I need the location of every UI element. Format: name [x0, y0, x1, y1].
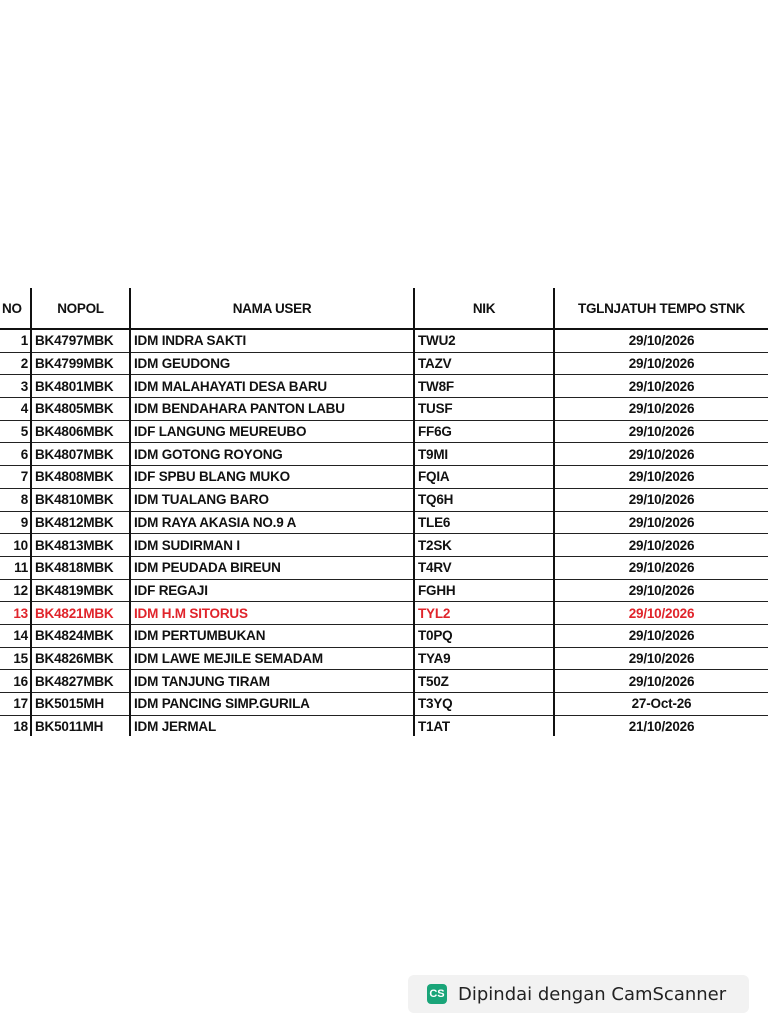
- table-row: [0, 670, 768, 693]
- cell-tgl-jatuh-tempo: 29/10/2026: [554, 624, 768, 647]
- cell-nik: T4RV: [414, 556, 554, 579]
- cell-nama-user: IDM RAYA AKASIA NO.9 A: [130, 511, 414, 534]
- table-row: [0, 511, 768, 534]
- cell-no: 7: [0, 466, 31, 489]
- cell-nopol: BK4826MBK: [31, 647, 130, 670]
- table-row: [0, 352, 768, 375]
- cell-nik: FF6G: [414, 420, 554, 443]
- cell-nama-user: IDM PANCING SIMP.GURILA: [130, 693, 414, 716]
- cell-no: 16: [0, 670, 31, 693]
- cell-nik: TAZV: [414, 352, 554, 375]
- cell-nama-user: IDM PERTUMBUKAN: [130, 624, 414, 647]
- cell-nama-user: IDF REGAJI: [130, 579, 414, 602]
- table-header: [0, 288, 768, 329]
- cell-tgl-jatuh-tempo: 29/10/2026: [554, 488, 768, 511]
- cell-nopol: BK4810MBK: [31, 488, 130, 511]
- cell-tgl-jatuh-tempo: 29/10/2026: [554, 466, 768, 489]
- table-row: [0, 715, 768, 736]
- cell-tgl-jatuh-tempo: 29/10/2026: [554, 579, 768, 602]
- table-row: [0, 624, 768, 647]
- cell-tgl-jatuh-tempo: 29/10/2026: [554, 375, 768, 398]
- cell-nik: T1AT: [414, 715, 554, 736]
- cell-nopol: BK4824MBK: [31, 624, 130, 647]
- cell-nama-user: IDF LANGUNG MEUREUBO: [130, 420, 414, 443]
- cell-tgl-jatuh-tempo: 21/10/2026: [554, 715, 768, 736]
- cell-tgl-jatuh-tempo: 29/10/2026: [554, 329, 768, 352]
- cell-nama-user: IDM GOTONG ROYONG: [130, 443, 414, 466]
- cell-nopol: BK5011MH: [31, 715, 130, 736]
- watermark-text: Dipindai dengan CamScanner: [458, 983, 727, 1005]
- cell-nama-user: IDM TUALANG BARO: [130, 488, 414, 511]
- cell-nik: T50Z: [414, 670, 554, 693]
- cell-nik: TQ6H: [414, 488, 554, 511]
- header-nopol: NOPOL: [31, 288, 130, 329]
- cell-no: 1: [0, 329, 31, 352]
- cell-nopol: BK4819MBK: [31, 579, 130, 602]
- cell-nama-user: IDM BENDAHARA PANTON LABU: [130, 398, 414, 421]
- table-row: [0, 647, 768, 670]
- header-tgl-jatuh-tempo: TGLNJATUH TEMPO STNK: [554, 288, 768, 329]
- camscanner-watermark: [408, 975, 749, 1013]
- cell-tgl-jatuh-tempo: 29/10/2026: [554, 443, 768, 466]
- cell-tgl-jatuh-tempo: 29/10/2026: [554, 511, 768, 534]
- cell-nopol: BK4806MBK: [31, 420, 130, 443]
- cell-tgl-jatuh-tempo: 27-Oct-26: [554, 693, 768, 716]
- table-row: [0, 420, 768, 443]
- cell-nama-user: IDM TANJUNG TIRAM: [130, 670, 414, 693]
- cell-nopol: BK4808MBK: [31, 466, 130, 489]
- cell-tgl-jatuh-tempo: 29/10/2026: [554, 670, 768, 693]
- cell-nik: FGHH: [414, 579, 554, 602]
- cell-no: 5: [0, 420, 31, 443]
- cell-nopol: BK4821MBK: [31, 602, 130, 625]
- table-row: [0, 398, 768, 421]
- cell-nama-user: IDM MALAHAYATI DESA BARU: [130, 375, 414, 398]
- camscanner-logo-icon: CS: [427, 984, 447, 1004]
- cell-tgl-jatuh-tempo: 29/10/2026: [554, 556, 768, 579]
- table-row: [0, 534, 768, 557]
- cell-no: 15: [0, 647, 31, 670]
- cell-nopol: BK4807MBK: [31, 443, 130, 466]
- cell-no: 9: [0, 511, 31, 534]
- cell-tgl-jatuh-tempo: 29/10/2026: [554, 398, 768, 421]
- cell-nama-user: IDM SUDIRMAN I: [130, 534, 414, 557]
- cell-nik: TYL2: [414, 602, 554, 625]
- cell-nopol: BK4799MBK: [31, 352, 130, 375]
- cell-no: 3: [0, 375, 31, 398]
- cell-no: 17: [0, 693, 31, 716]
- cell-no: 18: [0, 715, 31, 736]
- cell-nik: T2SK: [414, 534, 554, 557]
- cell-nik: FQIA: [414, 466, 554, 489]
- cell-no: 6: [0, 443, 31, 466]
- cell-no: 11: [0, 556, 31, 579]
- cell-nopol: BK5015MH: [31, 693, 130, 716]
- cell-nik: TWU2: [414, 329, 554, 352]
- cell-nama-user: IDM H.M SITORUS: [130, 602, 414, 625]
- scanned-table-sheet: [0, 288, 768, 736]
- cell-nik: T3YQ: [414, 693, 554, 716]
- table-body: [0, 329, 768, 736]
- table-row: [0, 602, 768, 625]
- cell-nik: TLE6: [414, 511, 554, 534]
- table-row: [0, 443, 768, 466]
- cell-no: 4: [0, 398, 31, 421]
- cell-nama-user: IDM GEUDONG: [130, 352, 414, 375]
- cell-nopol: BK4818MBK: [31, 556, 130, 579]
- header-nama-user: NAMA USER: [130, 288, 414, 329]
- cell-nopol: BK4797MBK: [31, 329, 130, 352]
- cell-nik: T9MI: [414, 443, 554, 466]
- cell-nik: TW8F: [414, 375, 554, 398]
- cell-nopol: BK4813MBK: [31, 534, 130, 557]
- cell-nama-user: IDM LAWE MEJILE SEMADAM: [130, 647, 414, 670]
- table-row: [0, 375, 768, 398]
- cell-tgl-jatuh-tempo: 29/10/2026: [554, 420, 768, 443]
- header-nik: NIK: [414, 288, 554, 329]
- table-row: [0, 329, 768, 352]
- cell-nik: TUSF: [414, 398, 554, 421]
- cell-no: 2: [0, 352, 31, 375]
- cell-nopol: BK4805MBK: [31, 398, 130, 421]
- header-row: [0, 288, 768, 329]
- cell-no: 8: [0, 488, 31, 511]
- cell-no: 14: [0, 624, 31, 647]
- cell-no: 10: [0, 534, 31, 557]
- cell-nama-user: IDM INDRA SAKTI: [130, 329, 414, 352]
- cell-nik: TYA9: [414, 647, 554, 670]
- cell-tgl-jatuh-tempo: 29/10/2026: [554, 352, 768, 375]
- cell-nopol: BK4812MBK: [31, 511, 130, 534]
- cell-nopol: BK4827MBK: [31, 670, 130, 693]
- table-row: [0, 466, 768, 489]
- table-row: [0, 693, 768, 716]
- cell-no: 13: [0, 602, 31, 625]
- table-row: [0, 488, 768, 511]
- cell-tgl-jatuh-tempo: 29/10/2026: [554, 534, 768, 557]
- table-row: [0, 556, 768, 579]
- header-no: NO: [0, 288, 31, 329]
- cell-nopol: BK4801MBK: [31, 375, 130, 398]
- cell-nik: T0PQ: [414, 624, 554, 647]
- table-row: [0, 579, 768, 602]
- cell-no: 12: [0, 579, 31, 602]
- cell-tgl-jatuh-tempo: 29/10/2026: [554, 602, 768, 625]
- stnk-table: [0, 288, 768, 736]
- cell-nama-user: IDF SPBU BLANG MUKO: [130, 466, 414, 489]
- cell-tgl-jatuh-tempo: 29/10/2026: [554, 647, 768, 670]
- cell-nama-user: IDM PEUDADA BIREUN: [130, 556, 414, 579]
- cell-nama-user: IDM JERMAL: [130, 715, 414, 736]
